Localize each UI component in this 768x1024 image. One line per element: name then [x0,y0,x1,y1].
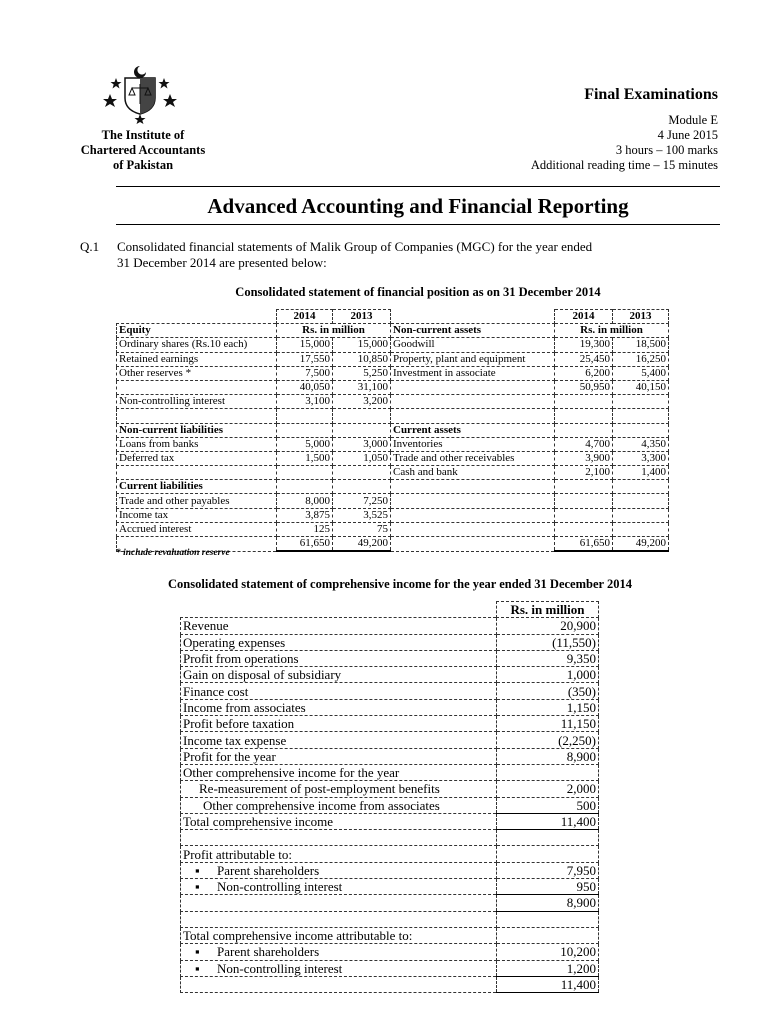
section-heading: Equity [117,324,277,338]
ci-row-value: 1,150 [497,699,599,715]
question-text-line: 31 December 2014 are presented below: [117,255,327,270]
sfp-left-2014 [277,409,333,423]
sfp-right-label: Trade and other receivables [391,451,555,465]
sfp-right-label: Cash and bank [391,466,555,480]
ci-row [181,732,599,748]
header-rule-bottom [116,224,720,225]
question-text-line: Consolidated financial statements of Malik Group of Companies (MGC) for the year ended [117,239,593,254]
header-rule-top [116,186,720,187]
ci-row-label-text: Parent shareholders [217,862,320,878]
ci-row [181,618,599,634]
sfp-left-2014: 3,100 [277,395,333,409]
ci-row-value [497,764,599,780]
sfp-left-label: Retained earnings [117,352,277,366]
ci-row [181,748,599,764]
sfp-right-2014 [555,423,613,437]
sfp-row [117,480,669,494]
year-header: 2013 [333,310,391,324]
ci-row-value [497,927,599,943]
ci-row-value: (11,550) [497,634,599,650]
ci-row-label: Gain on disposal of subsidiary [181,667,497,683]
question-number: Q.1 [80,239,100,254]
sfp-left-label: Current liabilities [117,480,277,494]
ci-row [181,634,599,650]
sfp-right-label [391,522,555,536]
sfp-left-2014: 5,000 [277,437,333,451]
exam-title: Final Examinations [584,86,718,103]
exam-duration: 3 hours – 100 marks [615,143,718,157]
ci-row-value: 20,900 [497,618,599,634]
sfp-row [117,395,669,409]
sfp-left-2014 [277,466,333,480]
ci-row-value: 950 [497,879,599,895]
ci-row-label: Other comprehensive income for the year [181,764,497,780]
ci-row-value: (2,250) [497,732,599,748]
ci-row-label: Profit from operations [181,650,497,666]
sfp-right-label: Property, plant and equipment [391,352,555,366]
sfp-row [117,508,669,522]
sfp-right-label [391,409,555,423]
financial-position-table [116,309,669,552]
sfp-right-label [391,537,555,552]
bullet-icon: ▪ [195,879,200,895]
ci-row-value: 1,200 [497,960,599,976]
sfp-left-label: Loans from banks [117,437,277,451]
ci-row-value: 7,950 [497,862,599,878]
sfp-left-2013 [333,409,391,423]
institute-name-line: Chartered Accountants [80,143,206,157]
blank-cell [117,310,277,324]
sfp-left-2014: 15,000 [277,338,333,352]
ci-row [181,667,599,683]
ci-row-value [497,846,599,862]
sfp-right-2013: 49,200 [613,537,669,552]
sfp-left-2014: 61,650 [277,537,333,552]
sfp-right-label [391,380,555,394]
sfp-left-label [117,409,277,423]
sfp-right-2014 [555,409,613,423]
sfp-right-2014 [555,508,613,522]
sfp-right-2014: 3,900 [555,451,613,465]
sfp-row [117,522,669,536]
sfp-left-2014 [277,423,333,437]
subject-title: Advanced Accounting and Financial Reporting [207,194,629,218]
sfp-left-label [117,466,277,480]
sfp-right-label [391,494,555,508]
sfp-right-2013: 18,500 [613,338,669,352]
sfp-left-label: Other reserves * [117,366,277,380]
ci-row [181,699,599,715]
sfp-right-2013: 4,350 [613,437,669,451]
sfp-right-2013: 40,150 [613,380,669,394]
sfp-left-2013 [333,423,391,437]
sfp-left-2014: 7,500 [277,366,333,380]
bullet-icon: ▪ [195,944,200,960]
ci-row-value: 8,900 [497,895,599,911]
institute-name-line: The Institute of [101,128,185,142]
sfp-right-2013 [613,480,669,494]
sfp-left-2014: 3,875 [277,508,333,522]
sfp-right-2013: 3,300 [613,451,669,465]
sfp-left-2013: 3,200 [333,395,391,409]
sfp-left-2013: 5,250 [333,366,391,380]
ci-row-value: 8,900 [497,748,599,764]
ci-row [181,862,599,878]
sfp-right-2013: 1,400 [613,466,669,480]
sfp-right-2013 [613,508,669,522]
ci-header-row [181,602,599,618]
sfp-right-2014: 61,650 [555,537,613,552]
ci-row-value [497,911,599,927]
ci-row-label [181,944,497,960]
ci-row-label [181,862,497,878]
ci-row [181,960,599,976]
sfp-right-2013: 16,250 [613,352,669,366]
sfp-footnote: * include revaluation reserve [116,548,230,558]
sfp-right-2014: 19,300 [555,338,613,352]
sfp-left-2013: 75 [333,522,391,536]
ci-row [181,781,599,797]
sfp-right-2013 [613,423,669,437]
institute-logo [100,64,180,124]
sfp-right-label: Inventories [391,437,555,451]
sfp-left-2013: 7,250 [333,494,391,508]
sfp-right-2013: 5,400 [613,366,669,380]
ci-row-label [181,895,497,911]
sfp-left-2013: 10,850 [333,352,391,366]
ci-row-label [181,830,497,846]
ci-row [181,716,599,732]
module-label: Module E [668,113,718,127]
unit-header: Rs. in million [555,324,669,338]
ci-row-label-text: Parent shareholders [217,944,320,960]
sfp-right-2014: 6,200 [555,366,613,380]
sfp-row [117,423,669,437]
ci-row-label [181,879,497,895]
sfp-right-label [391,508,555,522]
sfp-right-2014: 2,100 [555,466,613,480]
blank-cell [181,602,497,618]
ci-row [181,830,599,846]
sfp-row [117,366,669,380]
ci-row-value [497,830,599,846]
ci-row-label: Income tax expense [181,732,497,748]
sfp-left-2014: 1,500 [277,451,333,465]
sfp-left-label: Non-controlling interest [117,395,277,409]
sfp-right-label: Goodwill [391,338,555,352]
sfp-right-2013 [613,395,669,409]
ci-row-label: Income from associates [181,699,497,715]
ci-row [181,813,599,829]
ci-row-label: Operating expenses [181,634,497,650]
ci-row-label [181,911,497,927]
ci-row-label: Profit attributable to: [181,846,497,862]
section-heading: Non-current assets [391,324,555,338]
institute-name [58,128,228,173]
ci-row [181,895,599,911]
sfp-left-label: Ordinary shares (Rs.10 each) [117,338,277,352]
ci-row [181,976,599,992]
comprehensive-income-table [180,601,599,993]
sfp-right-2013 [613,522,669,536]
sfp-left-2013 [333,480,391,494]
sfp-right-2013 [613,494,669,508]
ci-row [181,911,599,927]
year-header: 2014 [277,310,333,324]
sfp-left-2014: 17,550 [277,352,333,366]
ci-row-value: 11,150 [497,716,599,732]
ci-row-value: 500 [497,797,599,813]
ci-row-label [181,976,497,992]
sfp-row [117,380,669,394]
exam-meta [531,113,718,173]
sfp-right-2014: 50,950 [555,380,613,394]
institute-name-line: of Pakistan [112,158,174,172]
sfp-left-2014: 40,050 [277,380,333,394]
bullet-icon: ▪ [195,862,200,878]
sfp-left-label [117,380,277,394]
sfp-left-label: Accrued interest [117,522,277,536]
sfp-row [117,437,669,451]
ci-row [181,764,599,780]
sfp-row [117,352,669,366]
ci-row [181,650,599,666]
ci-title: Consolidated statement of comprehensive income for the year ended 31 December 2014 [168,577,632,591]
sfp-right-label [391,480,555,494]
ci-row-label-text: Non-controlling interest [217,960,343,976]
ci-row-value: 1,000 [497,667,599,683]
blank-cell [391,310,555,324]
ci-row-label: Re-measurement of post-employment benefits [181,781,497,797]
ci-row-label: Revenue [181,618,497,634]
sfp-right-2014 [555,522,613,536]
sfp-unit-row [117,324,669,338]
bullet-icon: ▪ [195,960,200,976]
sfp-year-row [117,310,669,324]
ci-row-label: Profit for the year [181,748,497,764]
ci-row-label: Profit before taxation [181,716,497,732]
sfp-right-label: Current assets [391,423,555,437]
ci-row-value: 10,200 [497,944,599,960]
question-text [117,239,717,271]
sfp-left-2013: 3,525 [333,508,391,522]
year-header: 2013 [613,310,669,324]
sfp-left-label: Income tax [117,508,277,522]
ci-unit-header: Rs. in million [497,602,599,618]
sfp-right-2014: 4,700 [555,437,613,451]
sfp-left-label: Non-current liabilities [117,423,277,437]
sfp-row [117,494,669,508]
sfp-row [117,338,669,352]
ci-row-label [181,960,497,976]
ci-row-value: 2,000 [497,781,599,797]
ci-row-label: Total comprehensive income attributable to: [181,927,497,943]
sfp-right-2014 [555,494,613,508]
ci-row-value: 11,400 [497,813,599,829]
ci-row-label: Finance cost [181,683,497,699]
sfp-left-label: Trade and other payables [117,494,277,508]
sfp-row [117,409,669,423]
sfp-left-2013: 15,000 [333,338,391,352]
ci-row-value: (350) [497,683,599,699]
sfp-right-2014: 25,450 [555,352,613,366]
exam-date: 4 June 2015 [657,128,718,142]
reading-time: Additional reading time – 15 minutes [530,158,718,172]
ci-row-value: 9,350 [497,650,599,666]
sfp-row [117,466,669,480]
sfp-left-2013: 1,050 [333,451,391,465]
sfp-left-2013: 31,100 [333,380,391,394]
ci-row [181,797,599,813]
ci-row [181,879,599,895]
sfp-right-label: Investment in associate [391,366,555,380]
ci-row [181,944,599,960]
sfp-left-2014: 125 [277,522,333,536]
sfp-left-2013: 49,200 [333,537,391,552]
year-header: 2014 [555,310,613,324]
sfp-right-2013 [613,409,669,423]
sfp-right-label [391,395,555,409]
sfp-right-2014 [555,395,613,409]
sfp-left-2013: 3,000 [333,437,391,451]
ci-row [181,927,599,943]
ci-row-label: Other comprehensive income from associates [181,797,497,813]
sfp-left-label: Deferred tax [117,451,277,465]
sfp-left-2014 [277,480,333,494]
ci-row-label: Total comprehensive income [181,813,497,829]
sfp-left-2014: 8,000 [277,494,333,508]
sfp-title: Consolidated statement of financial position as on 31 December 2014 [235,285,601,299]
ci-row [181,846,599,862]
sfp-right-2014 [555,480,613,494]
sfp-row [117,451,669,465]
ci-row [181,683,599,699]
ci-row-value: 11,400 [497,976,599,992]
ci-row-label-text: Non-controlling interest [217,879,343,895]
unit-header: Rs. in million [277,324,391,338]
sfp-left-2013 [333,466,391,480]
